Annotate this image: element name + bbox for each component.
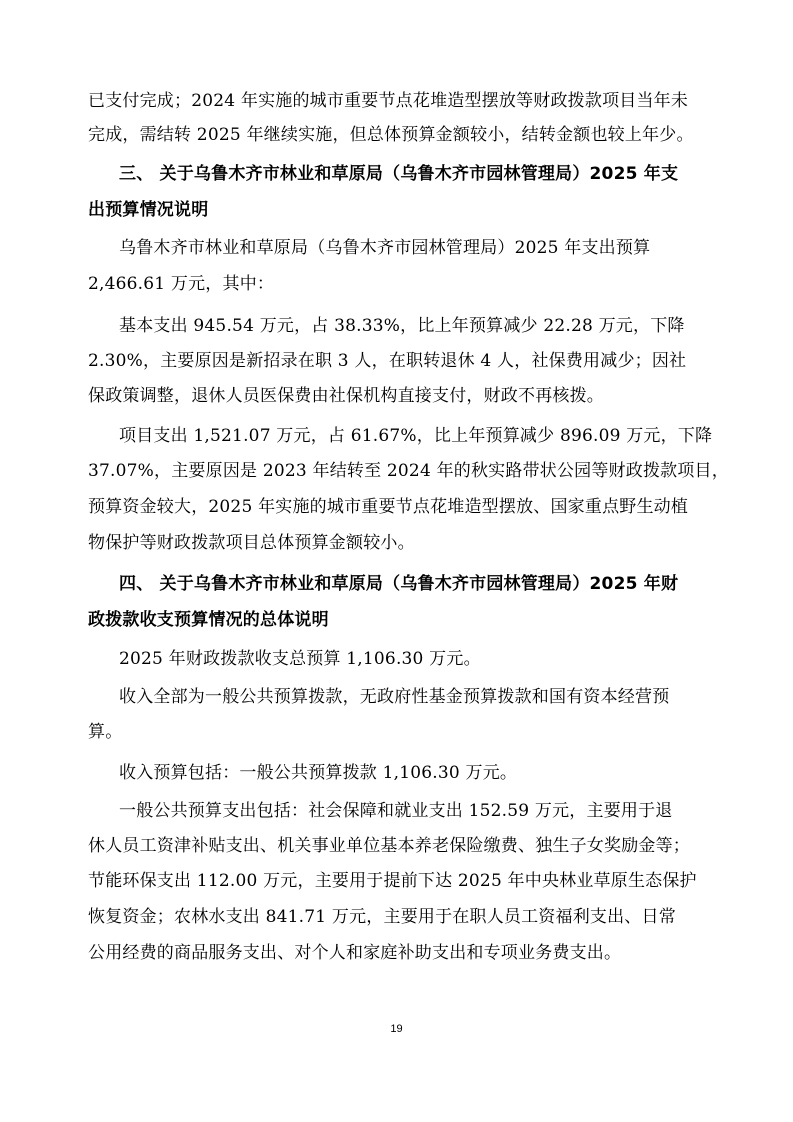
page-number: 19 <box>390 1023 403 1035</box>
paragraph-line: 节能环保支出 112.00 万元，主要用于提前下达 2025 年中央林业草原生态保护 <box>88 871 697 891</box>
paragraph-line: 公用经费的商品服务支出、对个人和家庭补助支出和专项业务费支出。 <box>88 943 622 963</box>
paragraph-line: 恢复资金；农林水支出 841.71 万元，主要用于在职人员工资福利支出、日常 <box>88 907 676 927</box>
paragraph-line: 基本支出 945.54 万元，占 38.33%，比上年预算减少 22.28 万元，下降 <box>119 316 685 336</box>
paragraph-line: 乌鲁木齐市林业和草原局（乌鲁木齐市园林管理局）2025 年支出预算 <box>119 238 651 258</box>
paragraph-line: 休人员工资津补贴支出、机关事业单位基本养老保险缴费、独生子女奖励金等； <box>88 836 690 856</box>
section-heading: 出预算情况说明 <box>88 200 209 220</box>
paragraph-line: 预算资金较大，2025 年实施的城市重要节点花堆造型摆放、国家重点野生动植 <box>88 497 689 517</box>
paragraph-line: 收入全部为一般公共预算拨款，无政府性基金预算拨款和国有资本经营预 <box>119 687 670 707</box>
paragraph-line: 一般公共预算支出包括：社会保障和就业支出 152.59 万元，主要用于退 <box>119 801 673 821</box>
paragraph-line: 收入预算包括：一般公共预算拨款 1,106.30 万元。 <box>119 763 518 783</box>
paragraph-line: 37.07%，主要原因是 2023 年结转至 2024 年的秋实路带状公园等财政拨款项目， <box>88 461 729 481</box>
section-heading: 政拨款收支预算情况的总体说明 <box>88 610 329 630</box>
paragraph-line: 保政策调整，退休人员医保费由社保机构直接支付，财政不再核拨。 <box>88 386 604 406</box>
paragraph-line: 2,466.61 万元，其中： <box>88 274 275 294</box>
paragraph-line: 2.30%，主要原因是新招录在职 3 人，在职转退休 4 人，社保费用减少；因社 <box>88 351 687 371</box>
paragraph-line: 完成，需结转 2025 年继续实施，但总体预算金额较小，结转金额也较上年少。 <box>88 125 694 145</box>
section-heading: 三、 关于乌鲁木齐市林业和草原局（乌鲁木齐市园林管理局）2025 年支 <box>119 164 679 184</box>
section-heading: 四、 关于乌鲁木齐市林业和草原局（乌鲁木齐市园林管理局）2025 年财 <box>119 574 679 594</box>
paragraph-line: 物保护等财政拨款项目总体预算金额较小。 <box>88 533 415 553</box>
paragraph-line: 2025 年财政拨款收支总预算 1,106.30 万元。 <box>119 649 481 669</box>
paragraph-line: 项目支出 1,521.07 万元，占 61.67%，比上年预算减少 896.09 万元，下降 <box>119 426 713 446</box>
paragraph-line: 算。 <box>88 722 123 742</box>
paragraph-line: 已支付完成；2024 年实施的城市重要节点花堆造型摆放等财政拨款项目当年未 <box>88 91 689 111</box>
